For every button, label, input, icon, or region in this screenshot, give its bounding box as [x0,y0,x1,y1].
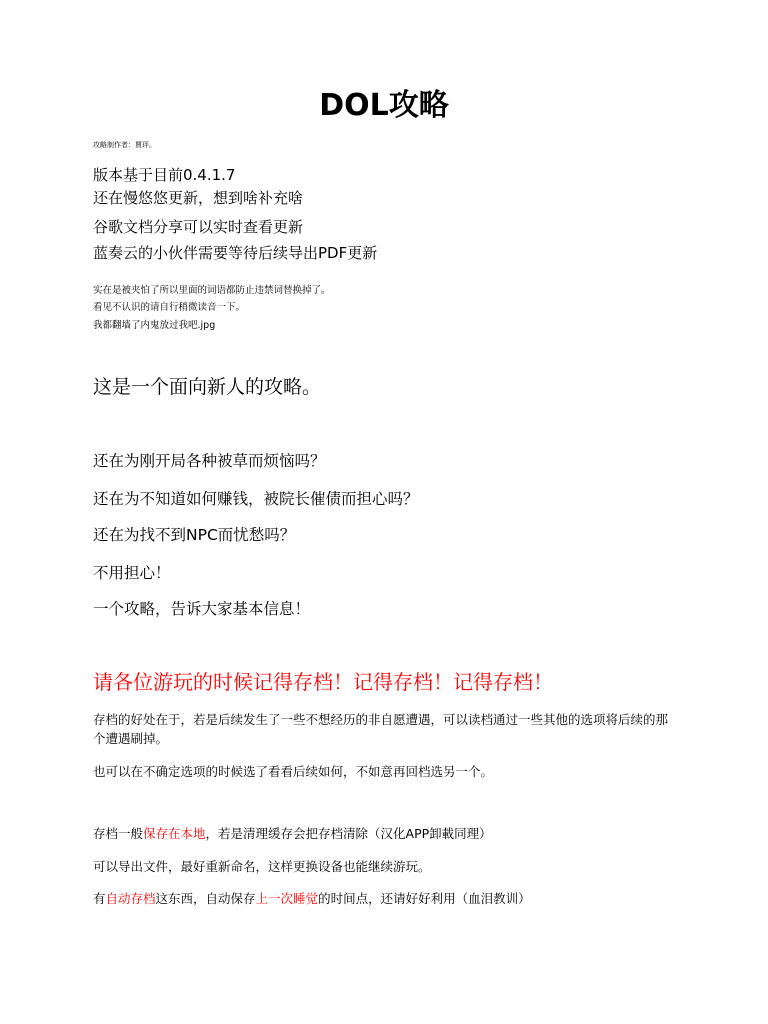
question-line: 还在为不知道如何赚钱，被院长催债而担心吗？ [93,490,419,508]
author-line: 攻略制作者：賈玶。 [93,141,156,149]
version-line: 版本基于目前0.4.1.7 [93,166,236,184]
save-tip-paragraph: 也可以在不确定选项的时候选了看看后续如何，不如意再回档选另一个。 [93,764,494,779]
question-line: 还在为找不到NPC而忧愁吗？ [93,526,296,544]
note-line: 看见不认识的请自行稍微读音一下。 [93,302,246,313]
save-reminder-heading: 请各位游玩的时候记得存档！记得存档！记得存档！ [93,670,553,694]
intro-heading: 这是一个面向新人的攻略。 [93,376,322,398]
local-save-paragraph [93,824,673,843]
note-line: 我都翻墙了内鬼放过我吧.jpg [93,320,216,331]
document-title: DOL攻略 [319,88,449,123]
note-line: 实在是被夹怕了所以里面的词语都防止违禁词替换掉了。 [93,285,331,296]
status-line: 还在慢悠悠更新，想到啥补充啥 [93,189,304,207]
pdf-line: 蓝奏云的小伙伴需要等待后续导出PDF更新 [93,244,378,262]
autosave-paragraph [93,889,673,908]
reassure-line: 不用担心！ [93,564,171,582]
share-line: 谷歌文档分享可以实时查看更新 [93,218,304,236]
local-save-post: ，若是清理缓存会把存档清除（汉化APP卸載同理） [205,826,492,841]
autosave-highlight: 自动存档 [105,891,156,906]
last-sleep-highlight: 上一次睡觉 [255,891,319,906]
local-save-pre: 存档一般 [93,826,144,841]
summary-line: 一个攻略，告诉大家基本信息！ [93,600,311,618]
autosave-pre: 有 [93,891,106,906]
save-benefit-paragraph: 存档的好处在于，若是后续发生了一些不想经历的非自愿遭遇，可以读档通过一些其他的选项将后续的那个遭遇刷掉。 [93,712,669,746]
local-save-highlight: 保存在本地 [143,826,206,841]
autosave-post: 的时间点，还请好好利用（血泪教训） [318,891,531,906]
autosave-mid: 这东西，自动保存 [155,891,256,906]
export-paragraph: 可以导出文件，最好重新命名，这样更换设备也能继续游玩。 [93,859,431,874]
question-line: 还在为刚开局各种被草而烦恼吗？ [93,452,326,470]
